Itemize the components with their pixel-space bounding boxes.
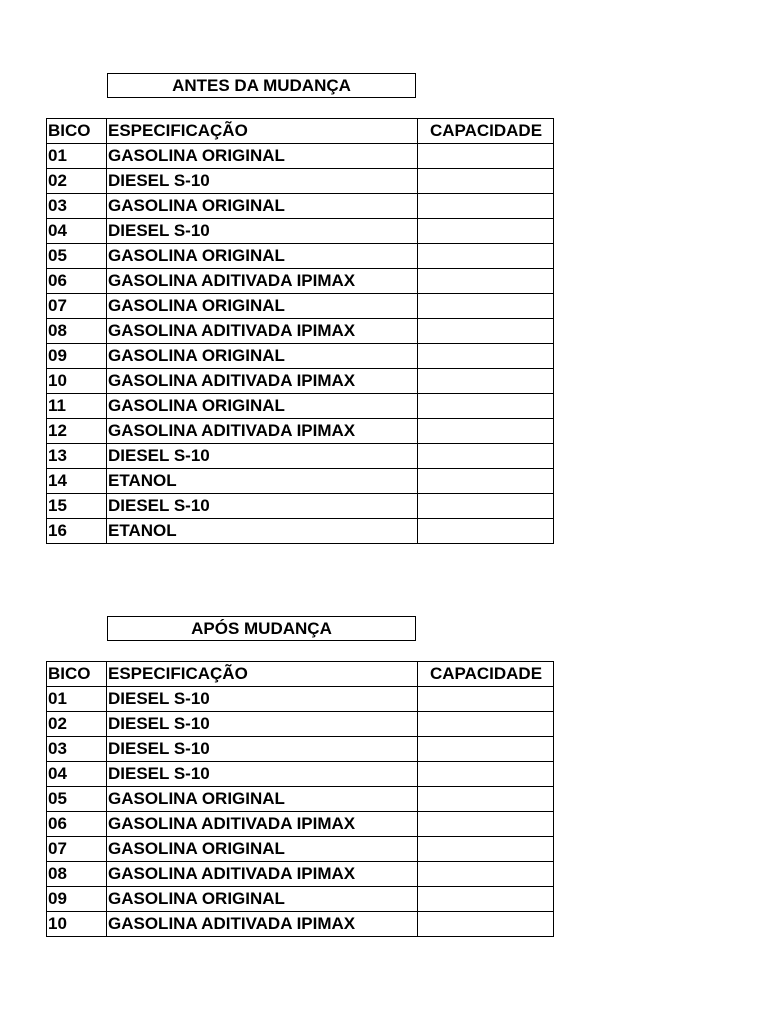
- bico-cell: 10: [47, 912, 107, 937]
- table-row: [47, 369, 554, 394]
- before-section-title: ANTES DA MUDANÇA: [107, 73, 416, 98]
- table-row: [47, 687, 554, 712]
- bico-cell: 14: [47, 469, 107, 494]
- bico-cell: 08: [47, 862, 107, 887]
- especificacao-cell: ETANOL: [107, 469, 418, 494]
- table-header-row: [47, 662, 554, 687]
- especificacao-cell: GASOLINA ADITIVADA IPIMAX: [107, 319, 418, 344]
- capacidade-cell: [418, 294, 554, 319]
- capacidade-cell: [418, 244, 554, 269]
- capacidade-column-header: CAPACIDADE: [418, 662, 554, 687]
- especificacao-cell: GASOLINA ADITIVADA IPIMAX: [107, 862, 418, 887]
- table-row: [47, 469, 554, 494]
- especificacao-cell: GASOLINA ADITIVADA IPIMAX: [107, 912, 418, 937]
- especificacao-cell: GASOLINA ADITIVADA IPIMAX: [107, 369, 418, 394]
- after-change-table: [46, 661, 554, 937]
- table-row: [47, 887, 554, 912]
- bico-cell: 06: [47, 269, 107, 294]
- table-row: [47, 494, 554, 519]
- table-row: [47, 787, 554, 812]
- table-row: [47, 912, 554, 937]
- bico-cell: 09: [47, 344, 107, 369]
- especificacao-column-header: ESPECIFICAÇÃO: [107, 662, 418, 687]
- table-row: [47, 762, 554, 787]
- bico-cell: 07: [47, 294, 107, 319]
- capacidade-cell: [418, 787, 554, 812]
- table-row: [47, 419, 554, 444]
- table-row: [47, 319, 554, 344]
- especificacao-cell: DIESEL S-10: [107, 444, 418, 469]
- capacidade-cell: [418, 912, 554, 937]
- capacidade-cell: [418, 469, 554, 494]
- capacidade-cell: [418, 369, 554, 394]
- especificacao-cell: GASOLINA ORIGINAL: [107, 887, 418, 912]
- before-change-table: [46, 118, 554, 544]
- bico-cell: 06: [47, 812, 107, 837]
- table-row: [47, 862, 554, 887]
- bico-cell: 11: [47, 394, 107, 419]
- capacidade-cell: [418, 394, 554, 419]
- table-row: [47, 244, 554, 269]
- bico-cell: 01: [47, 687, 107, 712]
- table-row: [47, 837, 554, 862]
- bico-cell: 04: [47, 219, 107, 244]
- especificacao-cell: GASOLINA ORIGINAL: [107, 294, 418, 319]
- bico-cell: 13: [47, 444, 107, 469]
- table-row: [47, 219, 554, 244]
- before-table-body: [47, 144, 554, 544]
- table-row: [47, 169, 554, 194]
- especificacao-cell: GASOLINA ORIGINAL: [107, 394, 418, 419]
- bico-cell: 07: [47, 837, 107, 862]
- bico-cell: 01: [47, 144, 107, 169]
- capacidade-cell: [418, 319, 554, 344]
- capacidade-cell: [418, 169, 554, 194]
- capacidade-cell: [418, 887, 554, 912]
- bico-cell: 09: [47, 887, 107, 912]
- capacidade-cell: [418, 812, 554, 837]
- table-row: [47, 712, 554, 737]
- bico-cell: 12: [47, 419, 107, 444]
- bico-cell: 15: [47, 494, 107, 519]
- especificacao-cell: GASOLINA ORIGINAL: [107, 194, 418, 219]
- especificacao-cell: DIESEL S-10: [107, 687, 418, 712]
- capacidade-cell: [418, 494, 554, 519]
- bico-cell: 03: [47, 737, 107, 762]
- capacidade-cell: [418, 344, 554, 369]
- bico-column-header: BICO: [47, 119, 107, 144]
- after-table-body: [47, 687, 554, 937]
- capacidade-column-header: CAPACIDADE: [418, 119, 554, 144]
- table-row: [47, 394, 554, 419]
- after-section-title: APÓS MUDANÇA: [107, 616, 416, 641]
- capacidade-cell: [418, 737, 554, 762]
- especificacao-cell: DIESEL S-10: [107, 762, 418, 787]
- especificacao-cell: DIESEL S-10: [107, 169, 418, 194]
- especificacao-column-header: ESPECIFICAÇÃO: [107, 119, 418, 144]
- capacidade-cell: [418, 837, 554, 862]
- bico-cell: 10: [47, 369, 107, 394]
- capacidade-cell: [418, 862, 554, 887]
- table-header-row: [47, 119, 554, 144]
- especificacao-cell: GASOLINA ORIGINAL: [107, 244, 418, 269]
- bico-cell: 03: [47, 194, 107, 219]
- capacidade-cell: [418, 219, 554, 244]
- table-row: [47, 812, 554, 837]
- bico-cell: 05: [47, 244, 107, 269]
- capacidade-cell: [418, 144, 554, 169]
- capacidade-cell: [418, 687, 554, 712]
- bico-column-header: BICO: [47, 662, 107, 687]
- capacidade-cell: [418, 269, 554, 294]
- table-row: [47, 194, 554, 219]
- bico-cell: 04: [47, 762, 107, 787]
- bico-cell: 16: [47, 519, 107, 544]
- table-row: [47, 737, 554, 762]
- capacidade-cell: [418, 419, 554, 444]
- especificacao-cell: GASOLINA ORIGINAL: [107, 837, 418, 862]
- capacidade-cell: [418, 762, 554, 787]
- capacidade-cell: [418, 712, 554, 737]
- especificacao-cell: GASOLINA ADITIVADA IPIMAX: [107, 419, 418, 444]
- especificacao-cell: GASOLINA ADITIVADA IPIMAX: [107, 269, 418, 294]
- capacidade-cell: [418, 194, 554, 219]
- especificacao-cell: ETANOL: [107, 519, 418, 544]
- table-row: [47, 444, 554, 469]
- capacidade-cell: [418, 519, 554, 544]
- bico-cell: 02: [47, 712, 107, 737]
- table-row: [47, 294, 554, 319]
- especificacao-cell: DIESEL S-10: [107, 494, 418, 519]
- especificacao-cell: DIESEL S-10: [107, 737, 418, 762]
- especificacao-cell: GASOLINA ORIGINAL: [107, 344, 418, 369]
- especificacao-cell: GASOLINA ADITIVADA IPIMAX: [107, 812, 418, 837]
- bico-cell: 08: [47, 319, 107, 344]
- especificacao-cell: DIESEL S-10: [107, 219, 418, 244]
- table-row: [47, 269, 554, 294]
- especificacao-cell: GASOLINA ORIGINAL: [107, 144, 418, 169]
- bico-cell: 05: [47, 787, 107, 812]
- table-row: [47, 144, 554, 169]
- especificacao-cell: GASOLINA ORIGINAL: [107, 787, 418, 812]
- capacidade-cell: [418, 444, 554, 469]
- table-row: [47, 344, 554, 369]
- especificacao-cell: DIESEL S-10: [107, 712, 418, 737]
- table-row: [47, 519, 554, 544]
- bico-cell: 02: [47, 169, 107, 194]
